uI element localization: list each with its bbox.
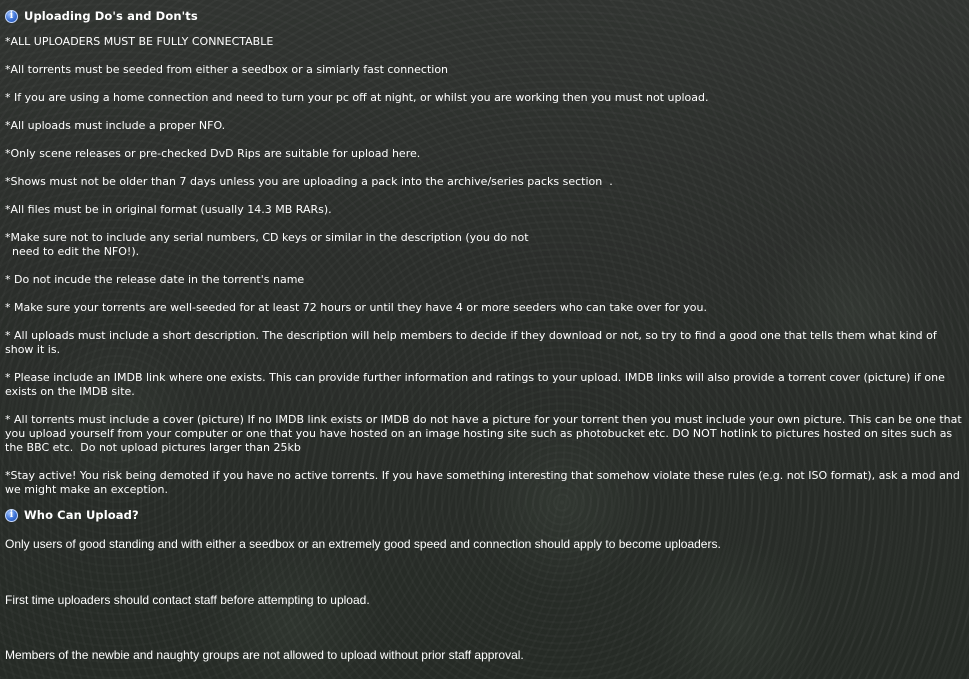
upload-note: Members of the newbie and naughty groups are not allowed to upload without prior staff approval. (5, 648, 524, 662)
dos-donts-header (5, 8, 198, 24)
dos-donts-title: Uploading Do's and Don'ts (24, 9, 198, 23)
upload-note: Only users of good standing and with either a seedbox or an extremely good speed and connection should apply to become uploaders. (5, 537, 721, 551)
who-can-upload-header (5, 507, 139, 523)
rule-item: * Make sure your torrents are well-seeded for at least 72 hours or until they have 4 or more seeders who can take over for you. (5, 301, 707, 314)
rule-item: *Make sure not to include any serial numbers, CD keys or similar in the description (you do not need to edit the NFO!). (5, 231, 529, 258)
rule-item: * All torrents must include a cover (picture) If no IMDB link exists or IMDB do not have a picture for your torrent then you must include your own picture. This can be one that you upload yourself from your computer or one that you have hosted on an image hosting site such as photobucket etc. DO NOT hotlink to pictures hosted on sites such as the BBC etc. Do not upload pictures larger than 25kb (5, 413, 966, 454)
rule-item: *Shows must not be older than 7 days unless you are uploading a pack into the archive/series packs section . (5, 175, 613, 188)
info-icon: i (5, 509, 18, 522)
rule-item: * If you are using a home connection and need to turn your pc off at night, or whilst you are working then you must not upload. (5, 91, 709, 104)
rule-item: * All uploads must include a short description. The description will help members to decide if they download or not, so try to find a good one that tells them what kind of show it is. (5, 329, 941, 356)
upload-note: First time uploaders should contact staff before attempting to upload. (5, 593, 370, 607)
rule-item: * Please include an IMDB link where one exists. This can provide further information and ratings to your upload. IMDB links will also provide a torrent cover (picture) if one exists on the IMDB site. (5, 371, 949, 398)
who-can-upload-title: Who Can Upload? (24, 508, 139, 522)
rule-item: *Stay active! You risk being demoted if you have no active torrents. If you have something interesting that somehow violate these rules (e.g. not ISO format), ask a mod and we might make an exception. (5, 469, 964, 496)
rule-item: *All files must be in original format (usually 14.3 MB RARs). (5, 203, 332, 216)
rule-item: *All torrents must be seeded from either a seedbox or a simiarly fast connection (5, 63, 449, 76)
rule-item: *All uploads must include a proper NFO. (5, 119, 226, 132)
rule-item: *ALL UPLOADERS MUST BE FULLY CONNECTABLE (5, 35, 274, 48)
rule-item: *Only scene releases or pre-checked DvD Rips are suitable for upload here. (5, 147, 421, 160)
info-icon: i (5, 10, 18, 23)
rule-item: * Do not incude the release date in the torrent's name (5, 273, 305, 286)
